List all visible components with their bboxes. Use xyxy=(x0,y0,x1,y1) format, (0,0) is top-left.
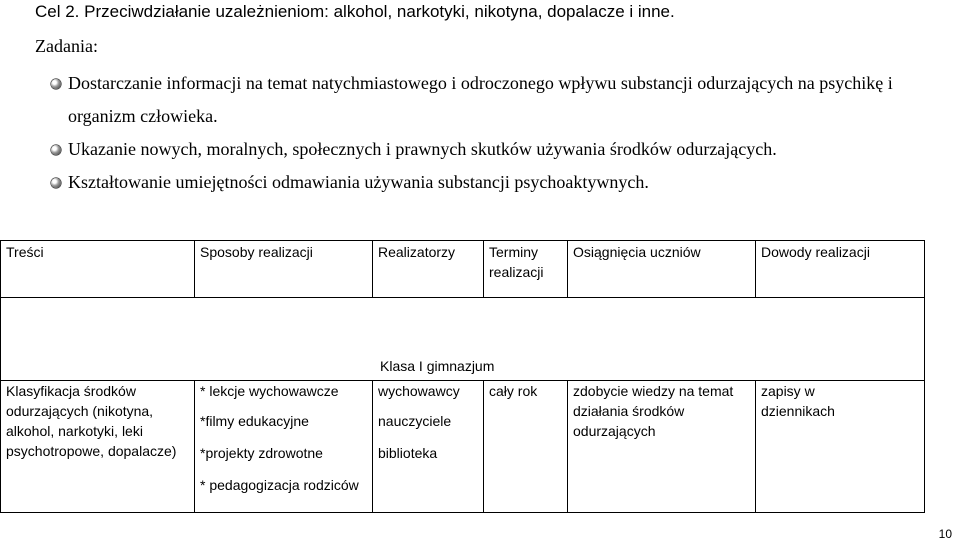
table-header-row xyxy=(1,241,925,298)
task-item-1 xyxy=(68,67,893,100)
cell-terminy: cały rok xyxy=(484,381,568,513)
cell-sposoby: * lekcje wychowawcze *filmy edukacyjne *projekty zdrowotne * pedagogizacja rodziców xyxy=(195,381,373,513)
tasks-label: Zadania: xyxy=(35,36,98,56)
task-item-3 xyxy=(68,166,649,199)
header-cell-realizatorzy: Realizatorzy xyxy=(373,241,484,298)
bullet-icon xyxy=(51,178,61,188)
page-number: 10 xyxy=(938,527,952,541)
spacer-cell xyxy=(1,298,925,353)
table-group-row xyxy=(1,352,925,381)
header-cell-terminy: Terminy realizacji xyxy=(484,241,568,298)
bullet-icon xyxy=(51,79,61,89)
table-spacer-row xyxy=(1,298,925,353)
header-cell-dowody: Dowody realizacji xyxy=(756,241,925,298)
cell-realizatorzy: wychowawcy nauczyciele biblioteka xyxy=(373,381,484,513)
task-text: organizm człowieka. xyxy=(68,106,218,126)
bullet-icon xyxy=(51,145,61,155)
cell-tresci: Klasyfikacja środków odurzających (nikotyna, alkohol, narkotyki, leki psychotropowe, dopalacze) xyxy=(1,381,195,513)
header-cell-osiagniecia: Osiągnięcia uczniów xyxy=(568,241,756,298)
cell-osiagniecia: zdobycie wiedzy na temat działania środków odurzających xyxy=(568,381,756,513)
header-cell-sposoby: Sposoby realizacji xyxy=(195,241,373,298)
task-text: Kształtowanie umiejętności odmawiania używania substancji psychoaktywnych. xyxy=(68,172,649,192)
task-item-2 xyxy=(68,133,777,166)
plan-table xyxy=(0,240,925,513)
task-text: Ukazanie nowych, moralnych, społecznych i prawnych skutków używania środków odurzających. xyxy=(68,139,777,159)
task-item-1-continuation xyxy=(68,100,218,133)
task-text: Dostarczanie informacji na temat natychmiastowego i odroczonego wpływu substancji odurzających na psychikę i xyxy=(68,73,893,93)
cell-dowody: zapisy w dziennikach xyxy=(756,381,925,513)
group-label: Klasa I gimnazjum xyxy=(380,358,495,374)
header-cell-tresci: Treści xyxy=(1,241,195,298)
group-cell xyxy=(1,352,925,381)
page-heading: Cel 2. Przeciwdziałanie uzależnieniom: alkohol, narkotyki, nikotyna, dopalacze i inne. xyxy=(35,2,675,21)
table-row xyxy=(1,381,925,513)
